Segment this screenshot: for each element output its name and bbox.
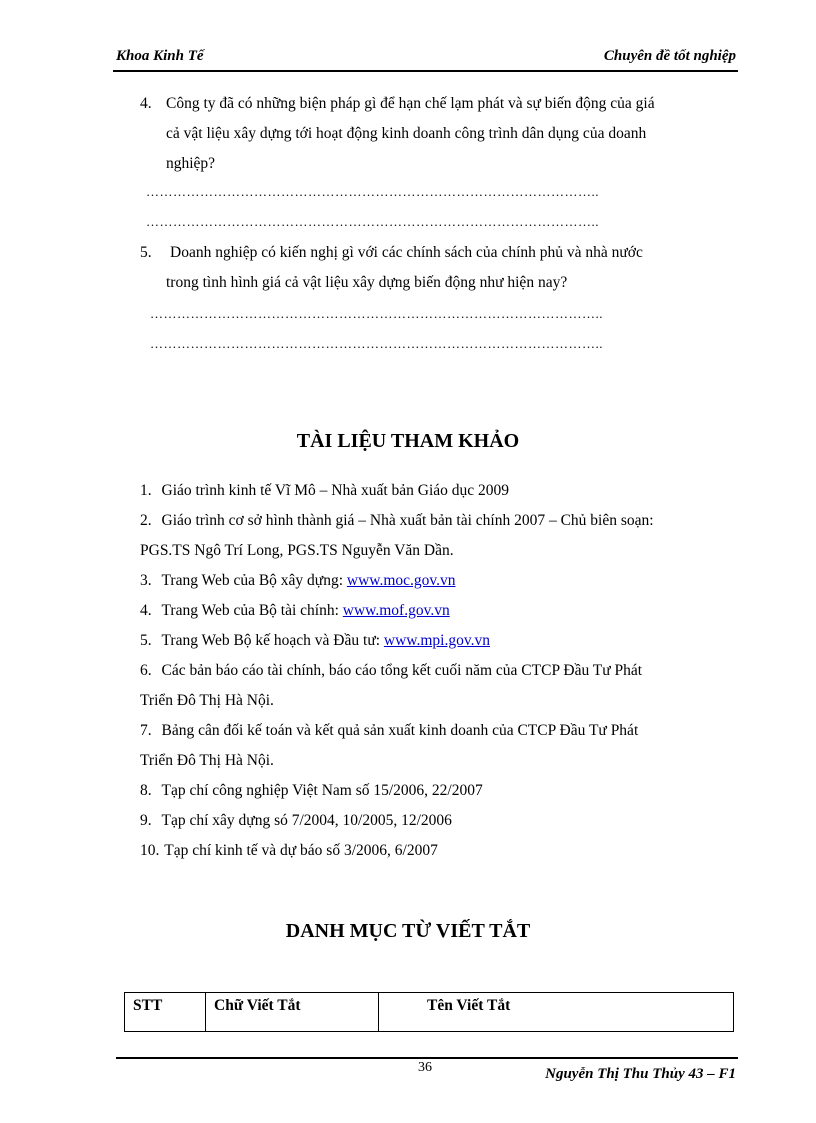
reference-item-10 (140, 842, 438, 860)
reference-text: Trang Web của Bộ xây dựng: (161, 572, 347, 589)
reference-item-7 (140, 722, 638, 740)
mof-website-link[interactable]: www.mof.gov.vn (342, 602, 450, 619)
mpi-website-link[interactable]: www.mpi.gov.vn (383, 632, 490, 649)
header-divider (113, 70, 738, 72)
answer-line: ……………………………………………………………………………………….. (150, 336, 603, 351)
reference-text: Tạp chí kinh tế và dự báo số 3/2006, 6/2007 (164, 842, 438, 859)
reference-item-5 (140, 632, 490, 650)
reference-item-6 (140, 662, 642, 680)
question-4-line-1: Công ty đã có những biện pháp gì để hạn chế lạm phát và sự biến động của giá (166, 95, 655, 112)
reference-text: Tạp chí công nghiệp Việt Nam số 15/2006, 22/2007 (161, 782, 483, 799)
reference-number: 6. (140, 662, 152, 679)
abbreviations-table (124, 992, 734, 1032)
reference-text: Giáo trình cơ sở hình thành giá – Nhà xuất bản tài chính 2007 – Chủ biên soạn: (161, 512, 654, 529)
column-header-full-name: Tên Viết Tắt (379, 993, 734, 1032)
reference-text: Các bản báo cáo tài chính, báo cáo tổng kết cuối năm của CTCP Đầu Tư Phát (161, 662, 643, 679)
reference-text: Giáo trình kinh tế Vĩ Mô – Nhà xuất bản Giáo dục 2009 (161, 482, 510, 499)
footer-divider (116, 1057, 738, 1059)
reference-item-9 (140, 812, 452, 830)
question-4-number: 4. (140, 95, 152, 112)
footer-author: Nguyễn Thị Thu Thủy 43 – F1 (545, 1066, 736, 1082)
question-5-line-2: trong tình hình giá cả vật liệu xây dựng biến động như hiện nay? (166, 274, 568, 291)
table-header-row (125, 993, 734, 1032)
reference-number: 10. (140, 842, 160, 859)
reference-item-3 (140, 572, 456, 590)
reference-item-1 (140, 482, 509, 500)
reference-item-2-continued: PGS.TS Ngô Trí Long, PGS.TS Nguyễn Văn Dần. (140, 542, 454, 559)
abbreviations-title: DANH MỤC TỪ VIẾT TẮT (285, 920, 531, 942)
reference-item-7-continued: Triển Đô Thị Hà Nội. (140, 752, 274, 769)
column-header-abbreviation: Chữ Viết Tắt (206, 993, 379, 1032)
question-5-number: 5. (140, 244, 152, 261)
reference-item-6-continued: Triển Đô Thị Hà Nội. (140, 692, 274, 709)
answer-line: ……………………………………………………………………………………….. (146, 184, 599, 199)
reference-item-4 (140, 602, 450, 620)
reference-number: 9. (140, 812, 152, 829)
question-5-line-1: Doanh nghiệp có kiến nghị gì với các chính sách của chính phủ và nhà nước (170, 244, 643, 261)
question-4-line-3: nghiệp? (166, 155, 216, 172)
question-4-line-2: cả vật liệu xây dựng tới hoạt động kinh doanh công trình dân dụng của doanh (166, 125, 647, 142)
answer-line: ……………………………………………………………………………………….. (146, 214, 599, 229)
reference-number: 7. (140, 722, 152, 739)
reference-number: 2. (140, 512, 152, 529)
references-title: TÀI LIỆU THAM KHẢO (296, 430, 520, 452)
reference-number: 1. (140, 482, 152, 499)
reference-number: 3. (140, 572, 152, 589)
reference-number: 5. (140, 632, 152, 649)
reference-text: Trang Web của Bộ tài chính: (161, 602, 343, 619)
reference-number: 8. (140, 782, 152, 799)
reference-number: 4. (140, 602, 152, 619)
header-right: Chuyên đề tốt nghiệp (603, 48, 736, 64)
moc-website-link[interactable]: www.moc.gov.vn (346, 572, 456, 589)
reference-text: Tạp chí xây dựng só 7/2004, 10/2005, 12/2006 (161, 812, 452, 829)
reference-text: Trang Web Bộ kế hoạch và Đầu tư: (161, 632, 384, 649)
answer-line: ……………………………………………………………………………………….. (150, 306, 603, 321)
reference-text: Bảng cân đối kế toán và kết quả sản xuất kinh doanh của CTCP Đầu Tư Phát (161, 722, 639, 739)
page-number: 36 (418, 1060, 432, 1075)
reference-item-2 (140, 512, 654, 530)
column-header-stt: STT (125, 993, 206, 1032)
reference-item-8 (140, 782, 483, 800)
header-left: Khoa Kinh Tế (116, 48, 204, 64)
